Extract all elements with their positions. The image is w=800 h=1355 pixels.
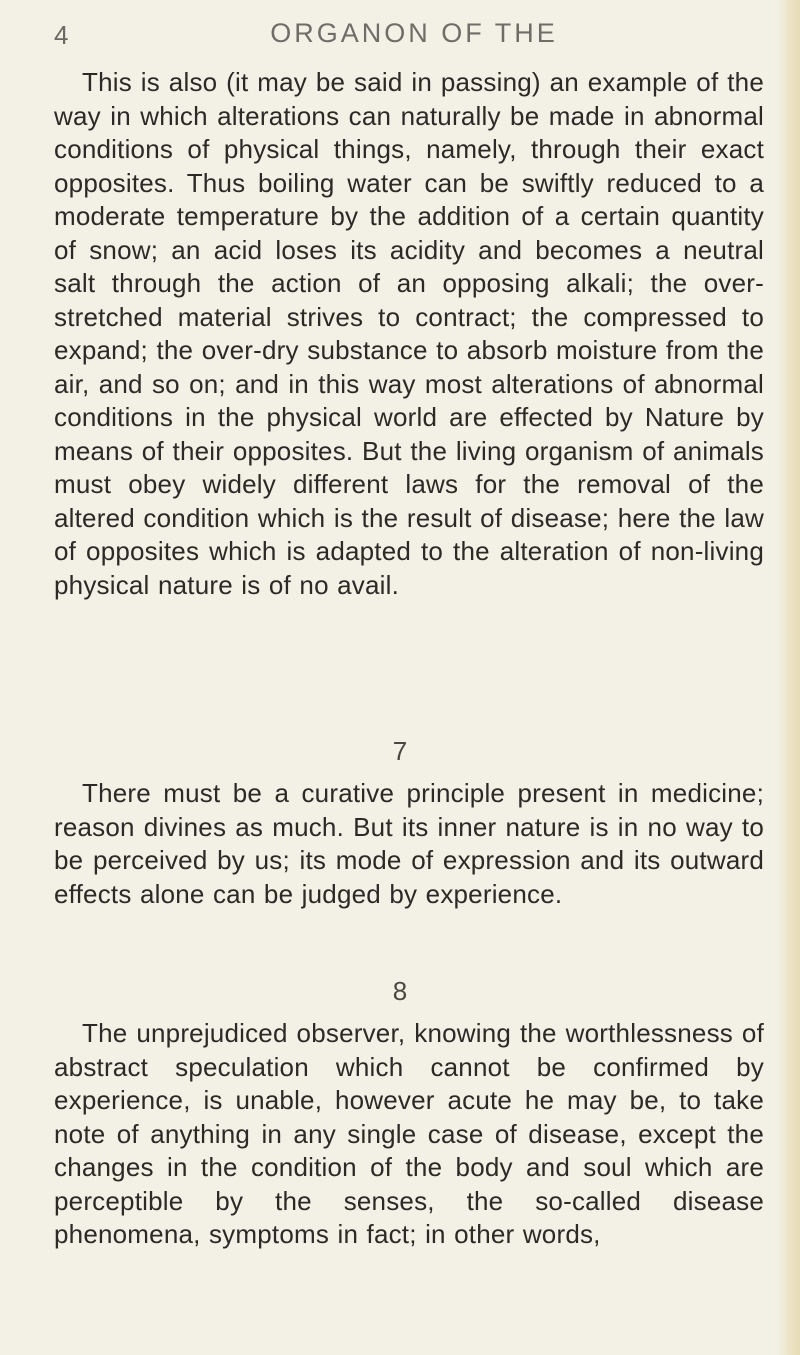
page-header bbox=[54, 16, 774, 56]
section-number: 7 bbox=[392, 736, 408, 766]
paragraph-body: The unprejudiced observer, knowing the worthlessness of abstract speculation which cannot be confirmed by experience, is unable, however acute he may be, to take note of anything in any single case of disease, except the changes in the condition of the body and soul which are perceptible by the senses, the so-called disease phenomena, symptoms in fact; in other words, bbox=[54, 1018, 764, 1249]
page-number: 4 bbox=[54, 20, 69, 50]
running-head: ORGANON OF THE bbox=[270, 18, 558, 48]
page-edge bbox=[778, 0, 800, 1355]
paragraph-body: There must be a curative principle present in medicine; reason divines as much. But its inner nature is in no way to be perceived by us; its mode of expression and its outward effects alone can be judged by experience. bbox=[54, 778, 764, 909]
paragraph-body: This is also (it may be said in passing) an example of the way in which alterations can naturally be made in abnormal conditions of physical things, namely, through their exact opposites. Thus boiling water can be swiftly reduced to a moderate temperature by the addition of a certain quantity of snow; an acid loses its acidity and becomes a neutral salt through the action of an opposing alkali; the over-stretched material strives to contract; the compressed to expand; the over-dry substance to absorb moisture from the air, and so on; and in this way most alterations of abnormal conditions in the physical world are effected by Nature by means of their opposites. But the living organism of animals must obey widely different laws for the removal of the altered condition which is the result of disease; here the law of opposites which is adapted to the alteration of non-living physical nature is of no avail. bbox=[54, 67, 764, 600]
section-number: 8 bbox=[392, 976, 408, 1006]
